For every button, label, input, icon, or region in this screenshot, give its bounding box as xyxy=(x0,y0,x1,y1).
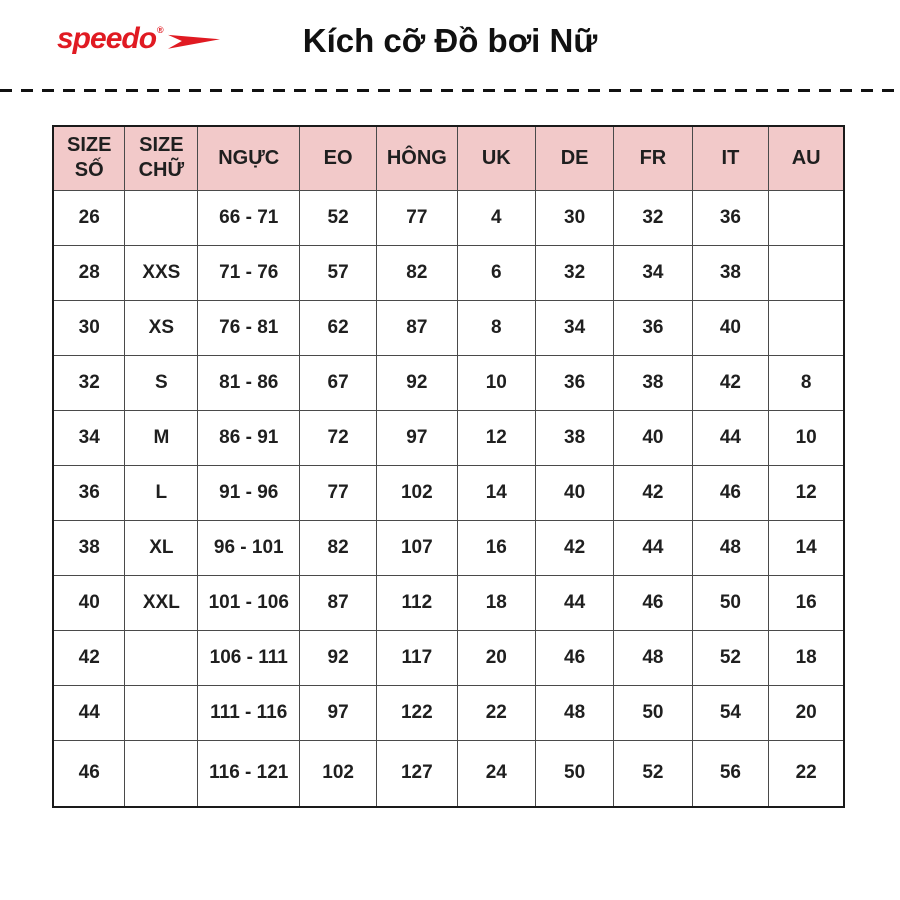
table-cell: 96 - 101 xyxy=(198,520,300,575)
table-cell: 32 xyxy=(614,190,692,245)
table-cell: 91 - 96 xyxy=(198,465,300,520)
table-cell: 106 - 111 xyxy=(198,630,300,685)
table-cell: 44 xyxy=(692,410,769,465)
table-cell: XS xyxy=(125,300,198,355)
table-cell: M xyxy=(125,410,198,465)
column-header: EO xyxy=(300,126,377,190)
table-cell: 38 xyxy=(535,410,613,465)
table-cell: 97 xyxy=(300,685,377,740)
table-cell: 92 xyxy=(376,355,457,410)
table-cell: 52 xyxy=(614,740,692,807)
table-cell: 18 xyxy=(769,630,844,685)
table-cell: 48 xyxy=(692,520,769,575)
table-cell: 22 xyxy=(769,740,844,807)
table-cell: 14 xyxy=(769,520,844,575)
table-cell: 28 xyxy=(53,245,125,300)
table-cell: 54 xyxy=(692,685,769,740)
table-cell xyxy=(769,190,844,245)
table-cell: 12 xyxy=(769,465,844,520)
table-cell xyxy=(125,740,198,807)
table-cell: 26 xyxy=(53,190,125,245)
table-cell: 42 xyxy=(53,630,125,685)
table-row xyxy=(53,465,844,520)
table-cell: 92 xyxy=(300,630,377,685)
table-cell: 10 xyxy=(457,355,535,410)
table-cell: 76 - 81 xyxy=(198,300,300,355)
table-cell: 101 - 106 xyxy=(198,575,300,630)
column-header: SIZE SỐ xyxy=(53,126,125,190)
table-cell: 36 xyxy=(535,355,613,410)
table-cell: 16 xyxy=(457,520,535,575)
column-header: AU xyxy=(769,126,844,190)
table-cell: 112 xyxy=(376,575,457,630)
table-cell: 81 - 86 xyxy=(198,355,300,410)
table-cell: 32 xyxy=(53,355,125,410)
table-header-row xyxy=(53,126,844,190)
table-cell: 14 xyxy=(457,465,535,520)
table-cell: 38 xyxy=(53,520,125,575)
table-row xyxy=(53,300,844,355)
table-cell: 67 xyxy=(300,355,377,410)
table-cell: 30 xyxy=(535,190,613,245)
table-cell: 30 xyxy=(53,300,125,355)
table-cell: 20 xyxy=(769,685,844,740)
table-cell: 38 xyxy=(692,245,769,300)
column-header: UK xyxy=(457,126,535,190)
table-row xyxy=(53,630,844,685)
column-header: HÔNG xyxy=(376,126,457,190)
table-cell: 86 - 91 xyxy=(198,410,300,465)
table-cell: 44 xyxy=(614,520,692,575)
table-cell: 42 xyxy=(535,520,613,575)
table-cell: 82 xyxy=(376,245,457,300)
table-cell: 72 xyxy=(300,410,377,465)
table-cell: 38 xyxy=(614,355,692,410)
table-cell: 46 xyxy=(535,630,613,685)
table-cell: 34 xyxy=(53,410,125,465)
table-cell: 87 xyxy=(300,575,377,630)
table-cell xyxy=(125,685,198,740)
table-cell xyxy=(125,630,198,685)
table-cell: 24 xyxy=(457,740,535,807)
table-cell: 117 xyxy=(376,630,457,685)
page-header xyxy=(0,0,900,91)
table-cell: 107 xyxy=(376,520,457,575)
table-row xyxy=(53,685,844,740)
table-cell: 10 xyxy=(769,410,844,465)
table-cell: 16 xyxy=(769,575,844,630)
column-header: FR xyxy=(614,126,692,190)
table-cell: 4 xyxy=(457,190,535,245)
table-cell: 42 xyxy=(692,355,769,410)
table-cell: 40 xyxy=(614,410,692,465)
table-cell xyxy=(769,245,844,300)
table-body xyxy=(53,190,844,807)
table-cell: 22 xyxy=(457,685,535,740)
table-cell xyxy=(125,190,198,245)
table-cell: 102 xyxy=(300,740,377,807)
table-cell: S xyxy=(125,355,198,410)
table-cell: 34 xyxy=(535,300,613,355)
table-cell: 52 xyxy=(692,630,769,685)
column-header: SIZE CHỮ xyxy=(125,126,198,190)
table-cell: 32 xyxy=(535,245,613,300)
table-cell: 46 xyxy=(614,575,692,630)
table-row xyxy=(53,245,844,300)
page-title: Kích cỡ Đồ bơi Nữ xyxy=(302,22,598,59)
dashed-divider xyxy=(0,89,900,92)
table-cell: XL xyxy=(125,520,198,575)
table-cell: 122 xyxy=(376,685,457,740)
table-row xyxy=(53,740,844,807)
table-row xyxy=(53,355,844,410)
table-cell: 82 xyxy=(300,520,377,575)
table-cell: 40 xyxy=(535,465,613,520)
table-row xyxy=(53,410,844,465)
table-cell: 8 xyxy=(457,300,535,355)
table-cell: 116 - 121 xyxy=(198,740,300,807)
table-cell: 127 xyxy=(376,740,457,807)
table-cell: 50 xyxy=(535,740,613,807)
table-cell: 71 - 76 xyxy=(198,245,300,300)
table-cell: 48 xyxy=(614,630,692,685)
table-cell: 97 xyxy=(376,410,457,465)
table-cell: 20 xyxy=(457,630,535,685)
table-cell: 18 xyxy=(457,575,535,630)
table-cell: 77 xyxy=(300,465,377,520)
table-row xyxy=(53,575,844,630)
table-row xyxy=(53,190,844,245)
table-cell: 66 - 71 xyxy=(198,190,300,245)
table-cell: 44 xyxy=(535,575,613,630)
table-cell: 48 xyxy=(535,685,613,740)
table-cell: 8 xyxy=(769,355,844,410)
table-cell: 6 xyxy=(457,245,535,300)
column-header: IT xyxy=(692,126,769,190)
table-cell: 57 xyxy=(300,245,377,300)
table-cell: 46 xyxy=(692,465,769,520)
table-cell: 36 xyxy=(692,190,769,245)
table-cell: 62 xyxy=(300,300,377,355)
table-cell: 87 xyxy=(376,300,457,355)
table-cell: 77 xyxy=(376,190,457,245)
size-chart-table xyxy=(52,125,845,808)
table-cell: 50 xyxy=(692,575,769,630)
table-cell: 46 xyxy=(53,740,125,807)
table-cell: 50 xyxy=(614,685,692,740)
table-cell: 52 xyxy=(300,190,377,245)
column-header: NGỰC xyxy=(198,126,300,190)
table-cell: XXL xyxy=(125,575,198,630)
speedo-logo-text: speedo xyxy=(57,22,157,55)
table-cell: 40 xyxy=(53,575,125,630)
table-cell: 12 xyxy=(457,410,535,465)
table-cell: 40 xyxy=(692,300,769,355)
table-cell: 42 xyxy=(614,465,692,520)
table-cell: 36 xyxy=(614,300,692,355)
table-cell: 44 xyxy=(53,685,125,740)
table-cell: 34 xyxy=(614,245,692,300)
table-cell: 102 xyxy=(376,465,457,520)
table-cell: 56 xyxy=(692,740,769,807)
table-cell: XXS xyxy=(125,245,198,300)
table-cell: 111 - 116 xyxy=(198,685,300,740)
table-row xyxy=(53,520,844,575)
table-cell: 36 xyxy=(53,465,125,520)
table-cell xyxy=(769,300,844,355)
table-cell: L xyxy=(125,465,198,520)
column-header: DE xyxy=(535,126,613,190)
registered-mark: ® xyxy=(157,25,164,35)
